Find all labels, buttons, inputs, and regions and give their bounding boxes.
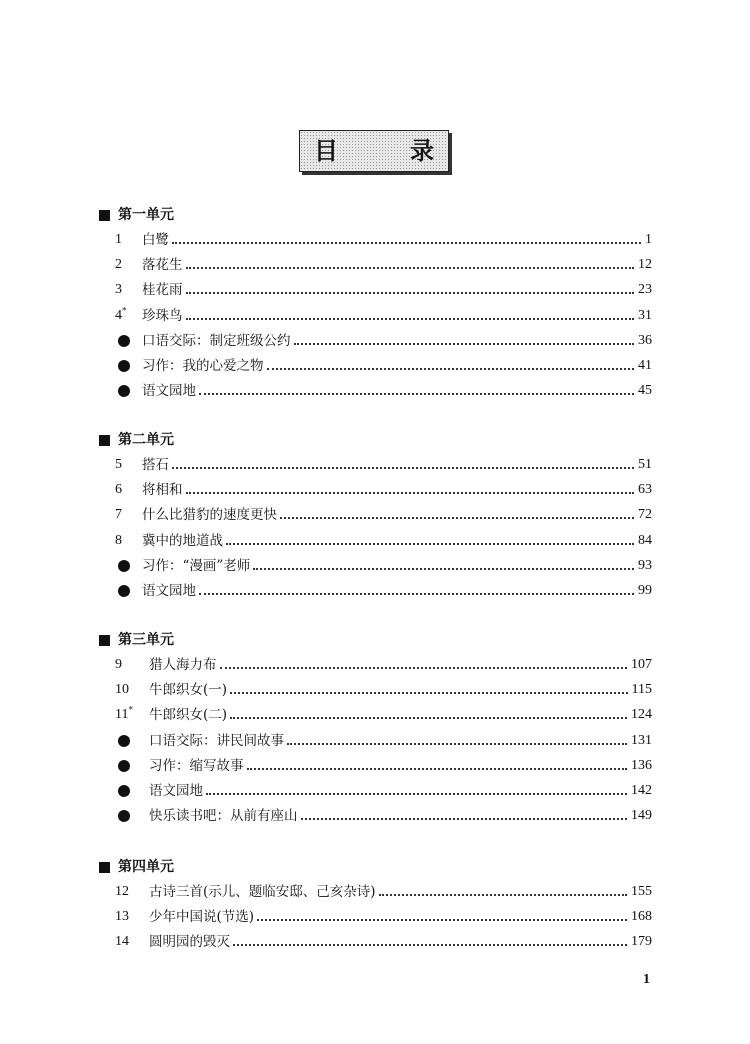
entry-title: 古诗三首(示儿、题临安邸、己亥杂诗) [149, 884, 376, 900]
toc-entry[interactable] [115, 255, 652, 275]
optional-lesson-star: * [128, 704, 133, 715]
toc-entry[interactable] [115, 731, 652, 751]
dot-leader [287, 742, 627, 745]
dot-leader [233, 943, 627, 946]
toc-entry[interactable] [115, 655, 652, 675]
dot-leader [226, 542, 634, 545]
unit-heading [99, 857, 174, 877]
toc-title-right-char: 录 [410, 137, 434, 165]
entry-title: 牛郎织女(二) [149, 707, 228, 724]
dot-leader [230, 691, 627, 694]
round-bullet-icon [115, 731, 149, 751]
entry-page-number: 93 [638, 557, 652, 573]
square-bullet-icon [99, 635, 110, 646]
toc-entry[interactable] [115, 280, 652, 300]
dot-leader [172, 466, 634, 469]
toc-entry[interactable] [115, 680, 652, 700]
entry-title: 习作：“漫画”老师 [142, 557, 251, 574]
entry-title: 搭石 [142, 457, 169, 473]
dot-leader [206, 792, 627, 795]
dot-leader [220, 666, 628, 669]
entry-page-number: 179 [631, 934, 652, 950]
lesson-number: 13 [115, 909, 129, 925]
dot-leader [267, 367, 635, 370]
entry-page-number: 107 [631, 657, 652, 672]
toc-entry[interactable] [115, 781, 652, 801]
toc-entry[interactable] [115, 505, 652, 525]
toc-title [299, 130, 449, 172]
toc-entry[interactable] [115, 581, 652, 601]
entry-page-number: 131 [631, 732, 652, 748]
toc-entry[interactable] [115, 356, 652, 376]
entry-page-number: 36 [638, 332, 652, 348]
toc-title-left-char: 目 [314, 137, 338, 165]
dot-leader [294, 342, 635, 345]
lesson-number: 5 [115, 457, 122, 472]
lesson-number: 3 [115, 282, 122, 298]
toc-entry[interactable] [115, 705, 652, 725]
round-bullet-icon [115, 556, 142, 576]
dot-leader [253, 567, 634, 570]
toc-entry[interactable] [115, 455, 652, 475]
entry-page-number: 51 [638, 457, 652, 472]
entry-page-number: 12 [638, 257, 652, 273]
page-number: 1 [643, 972, 650, 987]
unit-heading-label: 第三单元 [118, 632, 174, 648]
entry-page-number: 124 [631, 707, 652, 723]
entry-title: 什么比猎豹的速度更快 [142, 507, 277, 524]
dot-leader [186, 491, 635, 494]
entry-page-number: 142 [631, 783, 652, 798]
entry-title: 语文园地 [149, 783, 203, 799]
dot-leader [186, 317, 635, 320]
entry-page-number: 31 [638, 307, 652, 323]
toc-entry[interactable] [115, 381, 652, 401]
dot-leader [247, 767, 628, 770]
entry-page-number: 136 [631, 757, 652, 773]
round-bullet-icon [115, 381, 142, 401]
dot-leader [186, 266, 635, 269]
lesson-number: 12 [115, 884, 129, 899]
dot-leader [199, 592, 634, 595]
entry-page-number: 45 [638, 383, 652, 399]
entry-page-number: 99 [638, 583, 652, 598]
entry-title: 口语交际：制定班级公约 [142, 332, 291, 349]
lesson-number: 4* [115, 304, 127, 323]
round-bullet-icon [115, 356, 142, 376]
lesson-number: 2 [115, 257, 122, 273]
lesson-number: 1 [115, 232, 122, 247]
toc-entry[interactable] [115, 756, 652, 776]
lesson-number: 9 [115, 657, 122, 672]
entry-title: 冀中的地道战 [142, 532, 223, 549]
round-bullet-icon [115, 581, 142, 601]
entry-title: 白鹭 [142, 232, 169, 248]
entry-page-number: 41 [638, 358, 652, 373]
lesson-number: 8 [115, 532, 122, 548]
dot-leader [199, 392, 634, 395]
toc-entry[interactable] [115, 230, 652, 250]
entry-page-number: 155 [631, 884, 652, 899]
unit-heading-label: 第二单元 [118, 432, 174, 448]
entry-title: 快乐读书吧：从前有座山 [149, 808, 298, 825]
entry-title: 牛郎织女(一) [149, 682, 228, 699]
dot-leader [301, 817, 628, 820]
lesson-number: 11* [115, 704, 133, 723]
toc-entry[interactable] [115, 806, 652, 826]
entry-page-number: 72 [638, 507, 652, 523]
unit-heading [99, 630, 174, 650]
entry-title: 桂花雨 [142, 282, 183, 299]
square-bullet-icon [99, 435, 110, 446]
entry-page-number: 115 [631, 682, 652, 698]
entry-page-number: 149 [631, 808, 652, 824]
entry-title: 圆明园的毁灭 [149, 934, 230, 951]
round-bullet-icon [115, 781, 149, 801]
entry-page-number: 168 [631, 909, 652, 925]
square-bullet-icon [99, 210, 110, 221]
entry-title: 将相和 [142, 482, 183, 499]
toc-entry[interactable] [115, 556, 652, 576]
square-bullet-icon [99, 862, 110, 873]
entry-title: 口语交际：讲民间故事 [149, 732, 284, 749]
unit-heading-label: 第一单元 [118, 207, 174, 223]
unit-heading [99, 430, 174, 450]
entry-page-number: 1 [645, 232, 652, 247]
unit-heading [99, 205, 174, 225]
toc-entry[interactable] [115, 531, 652, 551]
entry-title: 习作：缩写故事 [149, 757, 244, 774]
optional-lesson-star: * [122, 304, 127, 315]
dot-leader [280, 516, 634, 519]
round-bullet-icon [115, 756, 149, 776]
toc-entry[interactable] [115, 932, 652, 952]
round-bullet-icon [115, 331, 142, 351]
dot-leader [379, 893, 627, 896]
dot-leader [172, 241, 641, 244]
lesson-number: 7 [115, 507, 122, 523]
toc-entry[interactable] [115, 882, 652, 902]
round-bullet-icon [115, 806, 149, 826]
toc-entry[interactable] [115, 907, 652, 927]
entry-title: 语文园地 [142, 583, 196, 599]
toc-entry[interactable] [115, 331, 652, 351]
entry-title: 落花生 [142, 257, 183, 274]
dot-leader [257, 918, 627, 921]
entry-page-number: 84 [638, 532, 652, 548]
entry-title: 珍珠鸟 [142, 307, 183, 324]
dot-leader [186, 291, 635, 294]
entry-title: 少年中国说(节选) [149, 909, 255, 926]
lesson-number: 6 [115, 482, 122, 498]
toc-entry[interactable] [115, 306, 652, 326]
lesson-number: 14 [115, 934, 129, 950]
unit-heading-label: 第四单元 [118, 859, 174, 875]
entry-title: 猎人海力布 [149, 657, 217, 673]
entry-title: 语文园地 [142, 383, 196, 400]
entry-title: 习作：我的心爱之物 [142, 358, 264, 374]
dot-leader [230, 716, 627, 719]
entry-page-number: 23 [638, 282, 652, 298]
entry-page-number: 63 [638, 482, 652, 498]
lesson-number: 10 [115, 682, 129, 698]
toc-entry[interactable] [115, 480, 652, 500]
